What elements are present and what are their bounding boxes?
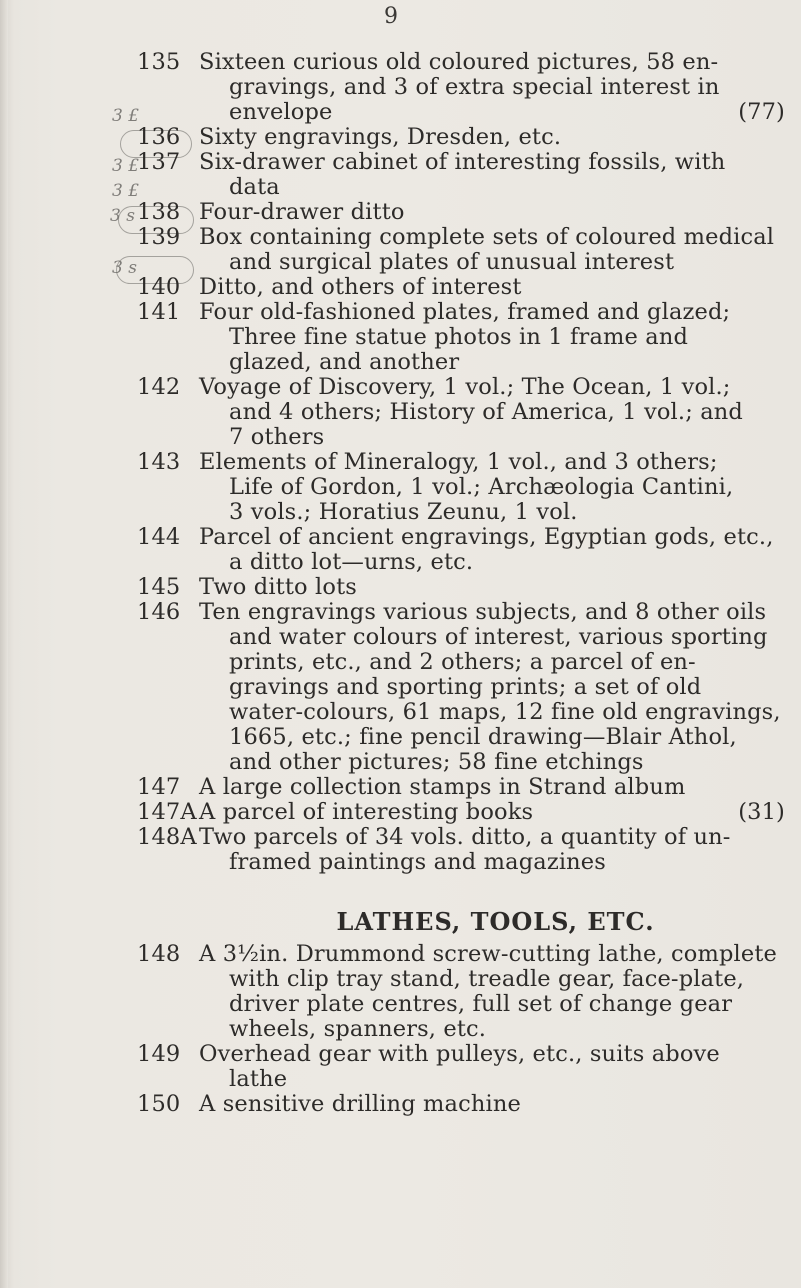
- lot-entry: [0, 775, 801, 800]
- lot-description: [199, 125, 785, 150]
- lot-description: [199, 200, 785, 225]
- lot-entry: [0, 825, 801, 875]
- lot-description: [199, 825, 785, 875]
- lot-description: [199, 275, 785, 300]
- lot-description: [199, 150, 785, 200]
- page-number: 9: [384, 4, 398, 29]
- lot-number: 145: [137, 574, 181, 600]
- lot-description-line: data: [229, 174, 280, 200]
- lot-entry: [0, 942, 801, 1042]
- lot-description: [199, 800, 785, 825]
- lot-description-line: water-colours, 61 maps, 12 fine old engravings,: [229, 699, 781, 725]
- lot-number: 137: [137, 149, 181, 175]
- lot-description-line: Elements of Mineralogy, 1 vol., and 3 others;: [199, 449, 718, 475]
- lot-number: 135: [137, 49, 181, 75]
- lot-description-line: and other pictures; 58 fine etchings: [229, 749, 644, 775]
- lot-description-line: A 3½in. Drummond screw-cutting lathe, complete: [199, 941, 777, 967]
- lot-description-line: 1665, etc.; fine pencil drawing—Blair Athol,: [229, 724, 737, 750]
- lot-number: 143: [137, 449, 181, 475]
- lot-description-line: driver plate centres, full set of change gear: [229, 991, 733, 1017]
- lot-number: 146: [137, 599, 181, 625]
- lot-description-line: Two ditto lots: [199, 574, 357, 600]
- pencil-note: 3 s: [112, 258, 137, 278]
- lot-number: 148: [137, 941, 181, 967]
- lot-description-line: Life of Gordon, 1 vol.; Archæologia Cantini,: [229, 474, 734, 500]
- lot-description-line: Overhead gear with pulleys, etc., suits above: [199, 1041, 720, 1067]
- lot-price: (77): [738, 99, 785, 125]
- lot-description-line: 3 vols.; Horatius Zeunu, 1 vol.: [229, 499, 578, 525]
- lot-description: [199, 1092, 785, 1117]
- lot-description-line: Ditto, and others of interest: [199, 274, 522, 300]
- lot-number: 147: [137, 774, 181, 800]
- lot-entry: [0, 450, 801, 525]
- lot-description: [199, 775, 785, 800]
- lot-description-line: Sixty engravings, Dresden, etc.: [199, 124, 562, 150]
- lot-entry: [0, 575, 801, 600]
- lot-entry: [0, 150, 801, 200]
- section-heading: LATHES, TOOLS, ETC.: [336, 907, 655, 936]
- lot-entry: [0, 50, 801, 125]
- lot-description-line: wheels, spanners, etc.: [229, 1016, 487, 1042]
- lot-description-line: gravings, and 3 of extra special interest in: [229, 74, 720, 100]
- lot-description-line: a ditto lot—urns, etc.: [229, 549, 474, 575]
- lot-description-line: Ten engravings various subjects, and 8 other oils: [199, 599, 767, 625]
- lot-number: 139: [137, 224, 181, 250]
- lot-number: 147A: [137, 799, 197, 825]
- lot-description-line: and 4 others; History of America, 1 vol.; and: [229, 399, 743, 425]
- lot-description-line: Three fine statue photos in 1 frame and: [229, 324, 689, 350]
- lot-description: [199, 450, 785, 525]
- lot-number: 142: [137, 374, 181, 400]
- lot-number: 136: [137, 124, 181, 150]
- lot-description-line: Four old-fashioned plates, framed and glazed;: [199, 299, 731, 325]
- lot-number: 149: [137, 1041, 181, 1067]
- lot-description-line: gravings and sporting prints; a set of old: [229, 674, 702, 700]
- lot-price: (31): [738, 799, 785, 825]
- lot-entry: [0, 800, 801, 825]
- lot-description: [199, 50, 785, 125]
- lot-description-line: A large collection stamps in Strand album: [199, 774, 686, 800]
- lot-description-line: A parcel of interesting books: [199, 799, 534, 825]
- lot-number: 141: [137, 299, 181, 325]
- pencil-note: 3 £: [112, 181, 140, 201]
- lot-number: 138: [137, 199, 181, 225]
- lot-list: [0, 50, 801, 1117]
- lot-description: [199, 575, 785, 600]
- lot-entry: [0, 525, 801, 575]
- lot-description-line: glazed, and another: [229, 349, 460, 375]
- lot-number: 144: [137, 524, 181, 550]
- lot-description-line: Four-drawer ditto: [199, 199, 405, 225]
- lot-description-line: Parcel of ancient engravings, Egyptian gods, etc.,: [199, 524, 774, 550]
- pencil-note: 3 s: [110, 206, 135, 226]
- lot-number: 140: [137, 274, 181, 300]
- lot-description: [199, 942, 785, 1042]
- lot-description-line: Box containing complete sets of coloured medical: [199, 224, 775, 250]
- lot-entry: [0, 125, 801, 150]
- lot-entry: [0, 275, 801, 300]
- pencil-note: 3 £: [112, 106, 140, 126]
- lot-number: 150: [137, 1091, 181, 1117]
- lot-description-line: Six-drawer cabinet of interesting fossils, with: [199, 149, 726, 175]
- lot-entry: [0, 1092, 801, 1117]
- lot-description: [199, 525, 785, 575]
- lot-entry: [0, 600, 801, 775]
- lot-description-line: prints, etc., and 2 others; a parcel of en-: [229, 649, 696, 675]
- lot-description-line: 7 others: [229, 424, 325, 450]
- lot-description: [199, 1042, 785, 1092]
- lot-description: [199, 225, 785, 275]
- lot-description-line: and surgical plates of unusual interest: [229, 249, 675, 275]
- lot-description: [199, 600, 785, 775]
- lot-description-line: and water colours of interest, various sporting: [229, 624, 768, 650]
- lot-description-line: Two parcels of 34 vols. ditto, a quantity of un-: [199, 824, 731, 850]
- lot-entry: [0, 225, 801, 275]
- lot-entry: [0, 375, 801, 450]
- lot-description: [199, 375, 785, 450]
- lot-entry: [0, 200, 801, 225]
- lot-description-line: lathe: [229, 1066, 288, 1092]
- lot-description-line: Sixteen curious old coloured pictures, 58 en-: [199, 49, 719, 75]
- lot-description-line: A sensitive drilling machine: [199, 1091, 521, 1117]
- lot-number: 148A: [137, 824, 197, 850]
- lot-description-line: with clip tray stand, treadle gear, face-plate,: [229, 966, 745, 992]
- lot-entry: [0, 300, 801, 375]
- lot-entry: [0, 1042, 801, 1092]
- lot-description-line: envelope: [229, 99, 333, 125]
- lot-description: [199, 300, 785, 375]
- pencil-note: 3 £: [112, 156, 140, 176]
- lot-description-line: framed paintings and magazines: [229, 849, 606, 875]
- lot-description-line: Voyage of Discovery, 1 vol.; The Ocean, 1 vol.;: [199, 374, 731, 400]
